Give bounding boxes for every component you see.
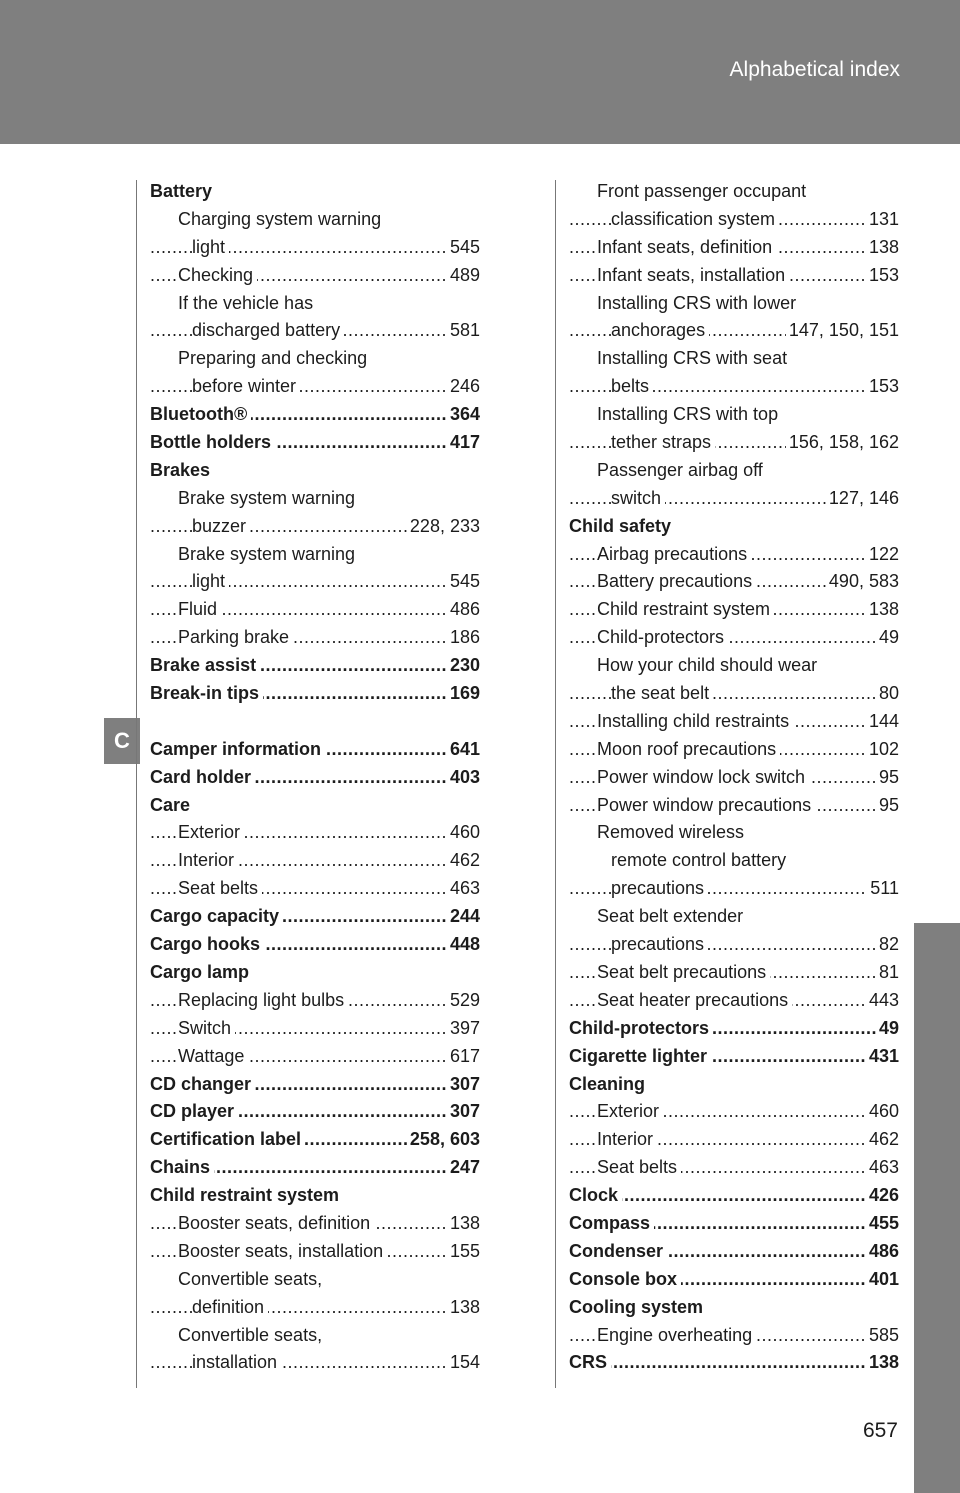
- index-heading: [150, 764, 480, 792]
- index-subentry: [150, 568, 480, 596]
- entry-text: How your child should wear: [597, 655, 821, 675]
- index-subentry: [569, 429, 899, 457]
- entry-page: 401: [866, 1266, 899, 1294]
- index-subentry: [569, 568, 899, 596]
- thumb-index-tab: [914, 923, 960, 1493]
- entry-page: 122: [866, 541, 899, 569]
- entry-text: Child-protectors: [597, 627, 728, 647]
- entry-page: 585: [866, 1322, 899, 1350]
- entry-text: Camper information: [150, 739, 325, 759]
- entry-page: 144: [866, 708, 899, 736]
- index-subentry: [150, 1043, 480, 1071]
- index-heading: [569, 1015, 899, 1043]
- entry-text: Cargo lamp: [150, 962, 253, 982]
- spacer: [150, 708, 480, 736]
- entry-page: 511: [867, 875, 899, 903]
- entry-page: 95: [876, 792, 899, 820]
- entry-page: 131: [866, 206, 899, 234]
- entry-text: Installing CRS with lower: [597, 293, 800, 313]
- index-subentry: [569, 764, 899, 792]
- entry-text: Front passenger occupant: [597, 181, 810, 201]
- entry-text: discharged battery: [192, 320, 344, 340]
- index-subentry: [569, 931, 899, 959]
- entry-page: 364: [447, 401, 480, 429]
- entry-text: before winter: [192, 376, 300, 396]
- index-subentry: [569, 736, 899, 764]
- left-column-rule: [136, 180, 137, 1388]
- index-heading: [569, 1182, 899, 1210]
- index-heading: [569, 1294, 899, 1322]
- entry-page: 545: [447, 568, 480, 596]
- entry-text: Power window lock switch: [597, 767, 809, 787]
- entry-text: Engine overheating: [597, 1325, 756, 1345]
- index-heading: [150, 1098, 480, 1126]
- entry-text: Battery: [150, 181, 216, 201]
- index-subentry: [569, 206, 899, 234]
- entry-text: Cigarette lighter: [569, 1046, 711, 1066]
- index-column-right: [569, 178, 899, 1377]
- index-heading: [150, 792, 480, 820]
- entry-page: 403: [447, 764, 480, 792]
- entry-text: definition: [192, 1297, 268, 1317]
- entry-text: Moon roof precautions: [597, 739, 780, 759]
- index-column-left: [150, 178, 480, 1377]
- index-subentry: [150, 1266, 480, 1294]
- index-heading: [150, 1182, 480, 1210]
- entry-text: Seat belt precautions: [597, 962, 770, 982]
- entry-page: 307: [447, 1071, 480, 1099]
- index-subentry: [150, 847, 480, 875]
- entry-text: Bottle holders: [150, 432, 275, 452]
- entry-page: 460: [866, 1098, 899, 1126]
- index-subentry: [569, 178, 899, 206]
- index-subentry: [150, 513, 480, 541]
- index-heading: [569, 1266, 899, 1294]
- index-subentry: [569, 401, 899, 429]
- entry-text: Removed wireless: [597, 822, 748, 842]
- entry-text: If the vehicle has: [178, 293, 317, 313]
- entry-text: Brakes: [150, 460, 214, 480]
- index-subentry: [150, 1238, 480, 1266]
- index-subentry: [569, 1154, 899, 1182]
- right-column-rule: [555, 180, 556, 1388]
- entry-text: Seat belts: [178, 878, 262, 898]
- entry-page: 230: [447, 652, 480, 680]
- entry-page: 228, 233: [407, 513, 480, 541]
- entry-text: Booster seats, installation: [178, 1241, 387, 1261]
- index-heading: [150, 959, 480, 987]
- index-subentry: [150, 290, 480, 318]
- entry-text: Interior: [597, 1129, 657, 1149]
- entry-text: Bluetooth®: [150, 404, 251, 424]
- index-subentry: [150, 1294, 480, 1322]
- entry-page: 490, 583: [826, 568, 899, 596]
- index-subentry: [569, 680, 899, 708]
- entry-text: switch: [611, 488, 665, 508]
- entry-page: 258, 603: [407, 1126, 480, 1154]
- index-heading: [150, 680, 480, 708]
- entry-text: the seat belt: [611, 683, 713, 703]
- entry-page: 153: [866, 262, 899, 290]
- index-subentry: [569, 847, 899, 875]
- entry-page: 397: [447, 1015, 480, 1043]
- entry-page: 617: [447, 1043, 480, 1071]
- entry-page: 95: [876, 764, 899, 792]
- entry-page: 455: [866, 1210, 899, 1238]
- entry-text: Brake assist: [150, 655, 260, 675]
- entry-page: 462: [447, 847, 480, 875]
- index-subentry: [569, 987, 899, 1015]
- entry-text: Cargo hooks: [150, 934, 264, 954]
- entry-text: Infant seats, definition: [597, 237, 776, 257]
- entry-text: Cooling system: [569, 1297, 707, 1317]
- index-subentry: [569, 903, 899, 931]
- entry-page: 102: [866, 736, 899, 764]
- entry-text: Convertible seats,: [178, 1325, 326, 1345]
- entry-text: Clock: [569, 1185, 622, 1205]
- entry-page: 462: [866, 1126, 899, 1154]
- entry-text: Airbag precautions: [597, 544, 751, 564]
- entry-text: remote control battery: [611, 850, 790, 870]
- entry-text: Break-in tips: [150, 683, 263, 703]
- index-subentry: [569, 457, 899, 485]
- entry-page: 81: [876, 959, 899, 987]
- entry-text: Power window precautions: [597, 795, 815, 815]
- entry-text: Checking: [178, 265, 257, 285]
- entry-text: light: [192, 571, 229, 591]
- entry-text: Child restraint system: [597, 599, 774, 619]
- entry-text: Fluid: [178, 599, 221, 619]
- entry-text: CD player: [150, 1101, 238, 1121]
- index-subentry: [150, 541, 480, 569]
- index-subentry: [569, 541, 899, 569]
- entry-page: 82: [876, 931, 899, 959]
- entry-text: Passenger airbag off: [597, 460, 767, 480]
- entry-text: Cleaning: [569, 1074, 649, 1094]
- entry-text: classification system: [611, 209, 779, 229]
- entry-text: precautions: [611, 934, 708, 954]
- entry-text: Exterior: [597, 1101, 663, 1121]
- index-subentry: [150, 262, 480, 290]
- entry-page: 448: [447, 931, 480, 959]
- index-subentry: [150, 875, 480, 903]
- entry-page: 486: [447, 596, 480, 624]
- index-subentry: [150, 317, 480, 345]
- entry-text: Console box: [569, 1269, 681, 1289]
- entry-text: Brake system warning: [178, 488, 359, 508]
- entry-text: Switch: [178, 1018, 235, 1038]
- entry-text: Charging system warning: [178, 209, 385, 229]
- entry-text: Child safety: [569, 516, 675, 536]
- entry-page: 138: [866, 596, 899, 624]
- header-title: Alphabetical index: [729, 58, 900, 81]
- page-number: 657: [862, 1419, 898, 1442]
- entry-page: 489: [447, 262, 480, 290]
- entry-page: 426: [866, 1182, 899, 1210]
- index-subentry: [150, 1322, 480, 1350]
- index-heading: [569, 1238, 899, 1266]
- entry-page: 247: [447, 1154, 480, 1182]
- index-heading: [150, 178, 480, 206]
- index-subentry: [150, 1349, 480, 1377]
- index-heading: [150, 1154, 480, 1182]
- index-subentry: [150, 987, 480, 1015]
- entry-page: 186: [447, 624, 480, 652]
- entry-page: 463: [866, 1154, 899, 1182]
- index-subentry: [150, 345, 480, 373]
- index-heading: [150, 652, 480, 680]
- entry-page: 138: [447, 1294, 480, 1322]
- index-subentry: [150, 1015, 480, 1043]
- entry-page: 307: [447, 1098, 480, 1126]
- entry-page: 169: [447, 680, 480, 708]
- entry-text: CD changer: [150, 1074, 255, 1094]
- entry-text: installation: [192, 1352, 281, 1372]
- index-subentry: [569, 317, 899, 345]
- entry-page: 80: [876, 680, 899, 708]
- entry-text: precautions: [611, 878, 708, 898]
- entry-page: 417: [447, 429, 480, 457]
- index-heading: [150, 457, 480, 485]
- entry-page: 155: [447, 1238, 480, 1266]
- entry-page: 581: [447, 317, 480, 345]
- entry-text: Certification label: [150, 1129, 305, 1149]
- entry-text: Installing CRS with seat: [597, 348, 791, 368]
- entry-text: Seat belts: [597, 1157, 681, 1177]
- index-subentry: [150, 485, 480, 513]
- entry-text: Card holder: [150, 767, 255, 787]
- entry-text: Exterior: [178, 822, 244, 842]
- entry-text: Replacing light bulbs: [178, 990, 348, 1010]
- index-subentry: [569, 262, 899, 290]
- index-subentry: [569, 1098, 899, 1126]
- index-subentry: [569, 373, 899, 401]
- entry-page: 49: [876, 1015, 899, 1043]
- index-heading: [150, 401, 480, 429]
- entry-page: 156, 158, 162: [786, 429, 899, 457]
- section-tab-c: C: [104, 718, 140, 764]
- entry-page: 147, 150, 151: [786, 317, 899, 345]
- index-subentry: [150, 624, 480, 652]
- entry-text: Interior: [178, 850, 238, 870]
- index-heading: [569, 513, 899, 541]
- entry-text: Child-protectors: [569, 1018, 713, 1038]
- index-subentry: [569, 234, 899, 262]
- index-subentry: [150, 234, 480, 262]
- entry-text: belts: [611, 376, 653, 396]
- index-subentry: [569, 792, 899, 820]
- entry-page: 246: [447, 373, 480, 401]
- index-subentry: [569, 485, 899, 513]
- index-subentry: [569, 652, 899, 680]
- entry-page: 138: [866, 1349, 899, 1377]
- index-heading: [150, 429, 480, 457]
- index-subentry: [569, 708, 899, 736]
- index-subentry: [150, 596, 480, 624]
- index-subentry: [150, 1210, 480, 1238]
- entry-page: 431: [866, 1043, 899, 1071]
- index-heading: [150, 736, 480, 764]
- entry-page: 545: [447, 234, 480, 262]
- index-heading: [150, 903, 480, 931]
- index-subentry: [569, 1126, 899, 1154]
- index-subentry: [569, 345, 899, 373]
- entry-text: Cargo capacity: [150, 906, 283, 926]
- entry-text: Condenser: [569, 1241, 667, 1261]
- index-subentry: [150, 819, 480, 847]
- entry-page: 127, 146: [826, 485, 899, 513]
- entry-page: 443: [866, 987, 899, 1015]
- index-heading: [150, 931, 480, 959]
- index-heading: [569, 1071, 899, 1099]
- entry-text: Care: [150, 795, 194, 815]
- entry-text: Seat belt extender: [597, 906, 747, 926]
- index-subentry: [569, 959, 899, 987]
- index-heading: [569, 1043, 899, 1071]
- entry-text: Infant seats, installation: [597, 265, 789, 285]
- entry-page: 138: [447, 1210, 480, 1238]
- index-subentry: [569, 290, 899, 318]
- index-subentry: [569, 624, 899, 652]
- index-heading: [569, 1349, 899, 1377]
- entry-text: Chains: [150, 1157, 214, 1177]
- entry-text: Seat heater precautions: [597, 990, 792, 1010]
- entry-text: anchorages: [611, 320, 709, 340]
- entry-text: buzzer: [192, 516, 250, 536]
- entry-text: Child restraint system: [150, 1185, 343, 1205]
- index-subentry: [569, 875, 899, 903]
- entry-text: Battery precautions: [597, 571, 756, 591]
- entry-page: 486: [866, 1238, 899, 1266]
- entry-page: 460: [447, 819, 480, 847]
- entry-page: 138: [866, 234, 899, 262]
- index-subentry: [150, 373, 480, 401]
- entry-text: tether straps: [611, 432, 715, 452]
- entry-text: Brake system warning: [178, 544, 359, 564]
- entry-text: CRS: [569, 1352, 611, 1372]
- entry-page: 463: [447, 875, 480, 903]
- entry-text: Installing CRS with top: [597, 404, 782, 424]
- index-subentry: [569, 1322, 899, 1350]
- entry-text: Parking brake: [178, 627, 293, 647]
- entry-page: 244: [447, 903, 480, 931]
- index-heading: [569, 1210, 899, 1238]
- entry-page: 49: [876, 624, 899, 652]
- index-subentry: [569, 596, 899, 624]
- entry-text: Booster seats, definition: [178, 1213, 374, 1233]
- index-heading: [150, 1126, 480, 1154]
- entry-page: 641: [447, 736, 480, 764]
- entry-text: Preparing and checking: [178, 348, 371, 368]
- entry-text: Convertible seats,: [178, 1269, 326, 1289]
- entry-page: 153: [866, 373, 899, 401]
- page-header: [0, 0, 960, 144]
- entry-text: Wattage: [178, 1046, 248, 1066]
- index-heading: [150, 1071, 480, 1099]
- index-subentry: [569, 819, 899, 847]
- entry-page: 154: [447, 1349, 480, 1377]
- entry-page: 529: [447, 987, 480, 1015]
- entry-text: Compass: [569, 1213, 654, 1233]
- entry-text: Installing child restraints: [597, 711, 793, 731]
- index-subentry: [150, 206, 480, 234]
- entry-text: light: [192, 237, 229, 257]
